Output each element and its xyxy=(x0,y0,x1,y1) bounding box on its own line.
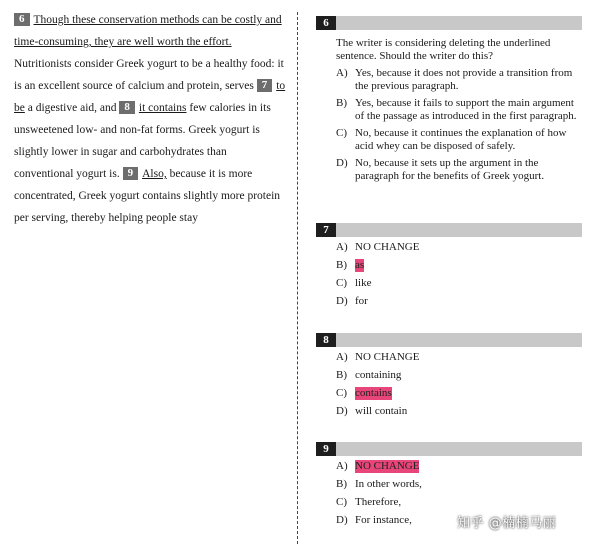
question-6 xyxy=(316,16,582,187)
answer-option-c[interactable]: C) contains xyxy=(336,387,392,399)
question-8-marker: 8 xyxy=(119,101,135,114)
highlighted-answer: as xyxy=(355,259,365,271)
question-number: 7 xyxy=(316,223,336,237)
answer-options xyxy=(336,241,582,308)
passage-text: Nutritionists consider Greek yogurt to be a healthy food: it is an excellent source of calcium and protein, serves xyxy=(14,58,284,92)
answer-option-a[interactable]: A) NO CHANGE xyxy=(336,351,420,363)
highlighted-answer: NO CHANGE xyxy=(355,460,420,472)
answer-options xyxy=(336,67,582,183)
underlined-phrase-q7: to be xyxy=(14,80,286,114)
answer-option-a[interactable]: A) NO CHANGE xyxy=(336,460,420,472)
underlined-phrase-q8: it contains xyxy=(138,102,187,114)
question-header-bar xyxy=(316,442,582,456)
question-header-bar xyxy=(316,333,582,347)
answer-option-c[interactable]: C) No, because it continues the explanation of how acid whey can be disposed of safely. xyxy=(336,127,567,152)
watermark: 知乎 @楠楠马丽 xyxy=(457,516,557,531)
question-9-marker: 9 xyxy=(123,167,139,180)
answer-option-b[interactable]: B) Yes, because it fails to support the main argument of the passage as introduced in the first paragraph. xyxy=(336,97,577,122)
answer-option-d[interactable]: D) will contain xyxy=(336,405,408,417)
question-7 xyxy=(316,223,582,313)
question-number: 8 xyxy=(316,333,336,347)
answer-option-b[interactable]: B) In other words, xyxy=(336,478,422,490)
highlighted-answer: contains xyxy=(355,387,392,399)
answer-option-a[interactable]: A) NO CHANGE xyxy=(336,241,420,253)
column-divider xyxy=(297,12,298,544)
question-number: 6 xyxy=(316,16,336,30)
answer-option-a[interactable]: A) Yes, because it does not provide a transition from the previous paragraph. xyxy=(336,67,573,92)
answer-option-b[interactable]: B) containing xyxy=(336,369,402,381)
answer-option-c[interactable]: C) like xyxy=(336,277,372,289)
passage-text: a digestive aid, and xyxy=(24,102,120,114)
answer-option-d[interactable]: D) No, because it sets up the argument in the paragraph for the benefits of Greek yogurt. xyxy=(336,157,545,182)
passage-text: few calories in its unsweetened low- and non-fat forms. Greek yogurt is slightly lower in sugar and carbohydrates than conventional yogurt is. xyxy=(14,102,271,180)
reading-passage xyxy=(14,9,286,229)
question-8 xyxy=(316,333,582,423)
answer-option-d[interactable]: D) For instance, xyxy=(336,514,412,526)
answer-option-c[interactable]: C) Therefore, xyxy=(336,496,402,508)
question-6-marker: 6 xyxy=(14,13,30,26)
underlined-sentence-q6: Though these conservation methods can be costly and time-consuming, they are well worth the effort. xyxy=(14,14,282,48)
question-stem: The writer is considering deleting the underlined sentence. Should the writer do this? xyxy=(336,37,551,62)
answer-option-d[interactable]: D) for xyxy=(336,295,368,307)
answer-options xyxy=(336,351,582,418)
question-7-marker: 7 xyxy=(257,79,273,92)
question-header-bar xyxy=(316,223,582,237)
underlined-phrase-q9: Also, xyxy=(142,168,167,180)
question-number: 9 xyxy=(316,442,336,456)
passage-text: because it is more concentrated, Greek yogurt contains slightly more protein per serving, thereby helping people stay xyxy=(14,168,281,224)
answer-option-b[interactable]: B) as xyxy=(336,259,365,271)
question-header-bar xyxy=(316,16,582,30)
